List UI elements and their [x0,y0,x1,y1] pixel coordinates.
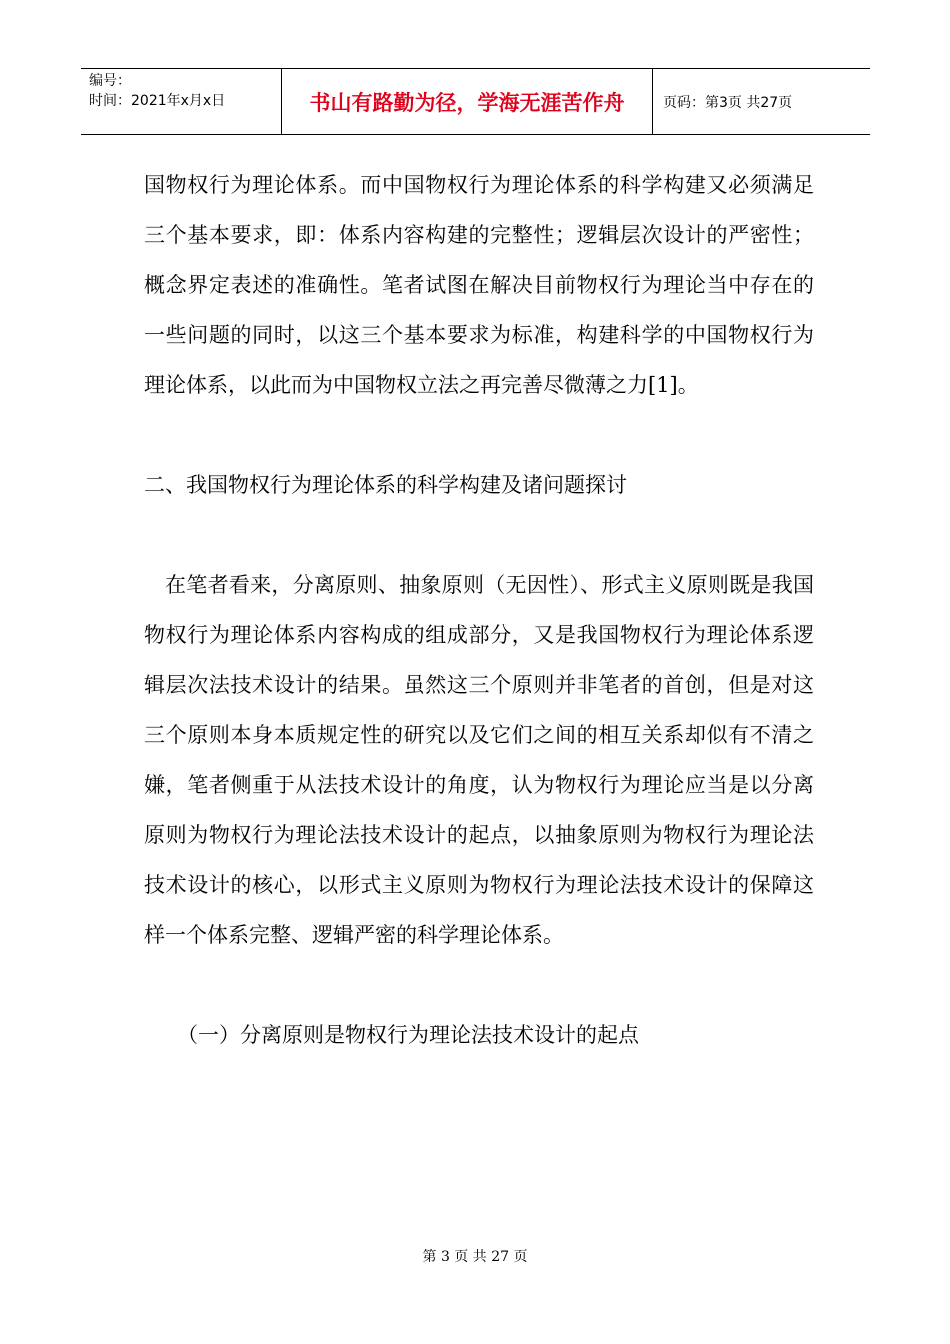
page-footer: 第 3 页 共 27 页 [422,1249,528,1265]
body-paragraph: 国物权行为理论体系。而中国物权行为理论体系的科学构建又必须满足三个基本要求，即：体系内容构建的完整性；逻辑层次设计的严密性；概念界定表述的准确性。笔者试图在解决目前物权行为理论当中存在的一些问题的同时，以这三个基本要求为标准，构建科学的中国物权行为理论体系，以此而为中国物权立法之再完善尽微薄之力[1]。 [144,173,814,397]
header-meta [81,69,282,134]
page-header [81,68,870,135]
header-number-label: 编号： [89,73,131,89]
header-motto: 书山有路勤为径，学海无涯苦作舟 [282,69,653,134]
header-date: 时间：2021年x月x日 [89,93,226,109]
document-body [144,160,814,1060]
subsection-heading: （一）分离原则是物权行为理论法技术设计的起点 [177,1023,639,1047]
body-paragraph: 在笔者看来，分离原则、抽象原则（无因性）、形式主义原则既是我国物权行为理论体系内容构成的组成部分，又是我国物权行为理论体系逻辑层次法技术设计的结果。虽然这三个原则并非笔者的首创，但是对这三个原则本身本质规定性的研究以及它们之间的相互关系却似有不清之嫌，笔者侧重于从法技术设计的角度，认为物权行为理论应当是以分离原则为物权行为理论法技术设计的起点，以抽象原则为物权行为理论法技术设计的核心，以形式主义原则为物权行为理论法技术设计的保障这样一个体系完整、逻辑严密的科学理论体系。 [144,573,814,947]
section-heading: 二、我国物权行为理论体系的科学构建及诸问题探讨 [144,473,627,497]
header-page-info: 页码：第3页 共27页 [663,94,793,111]
